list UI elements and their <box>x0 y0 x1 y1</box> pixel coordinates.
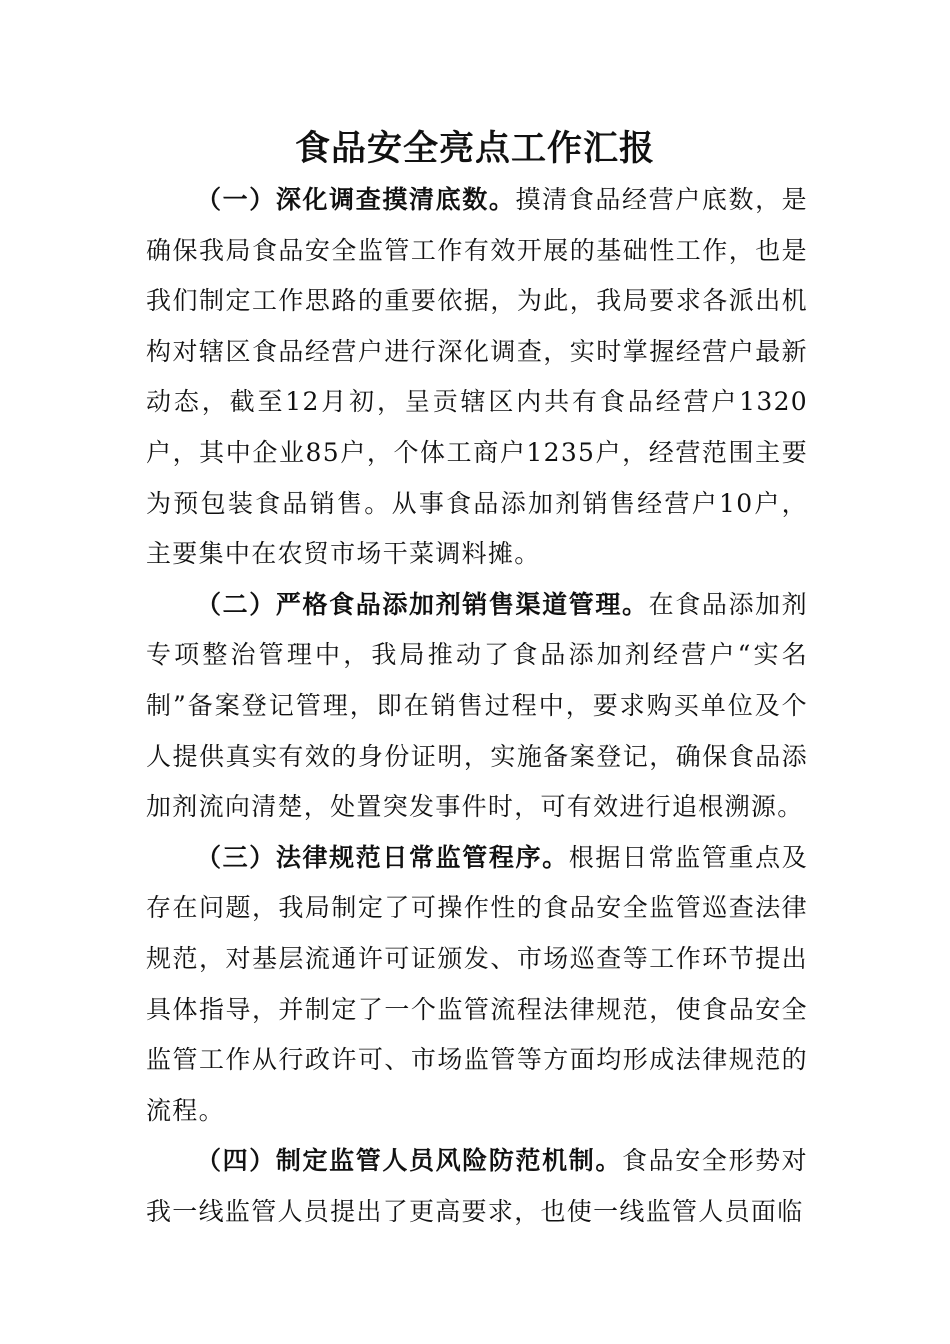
document-body <box>146 175 808 1237</box>
paragraph-4-heading: （四）制定监管人员风险防范机制。 <box>196 1146 622 1176</box>
paragraph-3 <box>146 833 808 1137</box>
paragraph-1-heading: （一）深化调查摸清底数。 <box>196 185 516 214</box>
document-title: 食品安全亮点工作汇报 <box>294 128 655 169</box>
paragraph-2-text: 在食品添加剂专项整治管理中，我局推动了食品添加剂经营户“实名制”备案登记管理，即在销售过程中，要求购买单位及个人提供真实有效的身份证明，实施备案登记，确保食品添加剂流向清楚，处置突发事件时，可有效进行追根溯源。 <box>146 589 808 822</box>
paragraph-3-heading: （三）法律规范日常监管程序。 <box>196 842 569 872</box>
paragraph-2-heading: （二）严格食品添加剂销售渠道管理。 <box>196 589 649 619</box>
paragraph-4-text: 食品安全形势对我一线监管人员提出了更高要求，也使一线监管人员面临 <box>146 1146 808 1226</box>
paragraph-2 <box>146 580 808 833</box>
paragraph-1 <box>146 175 808 580</box>
paragraph-1-text: 摸清食品经营户底数，是确保我局食品安全监管工作有效开展的基础性工作，也是我们制定工作思路的重要依据，为此，我局要求各派出机构对辖区食品经营户进行深化调查，实时掌握经营户最新动态，截至12月初，呈贡辖区内共有食品经营户1320户，其中企业85户，个体工商户1235户，经营范围主要为预包装食品销售。从事食品添加剂销售经营户10户，主要集中在农贸市场干菜调料摊。 <box>146 185 808 569</box>
paragraph-4 <box>146 1136 808 1237</box>
paragraph-3-text: 根据日常监管重点及存在问题，我局制定了可操作性的食品安全监管巡查法律规范，对基层流通许可证颁发、市场巡查等工作环节提出具体指导，并制定了一个监管流程法律规范，使食品安全监管工作从行政许可、市场监管等方面均形成法律规范的流程。 <box>146 842 808 1125</box>
